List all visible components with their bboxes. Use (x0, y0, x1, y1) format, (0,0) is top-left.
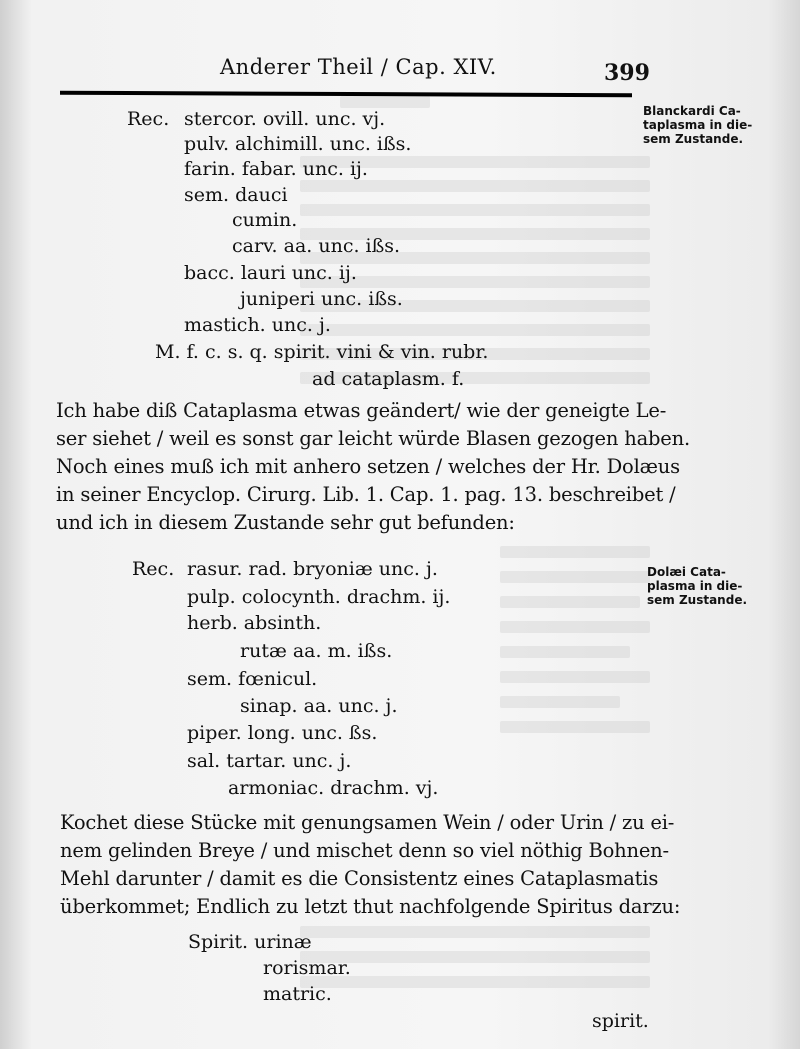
recipe1-line: mastich. unc. j. (184, 314, 331, 336)
paragraph1-line: Ich habe diß Cataplasma etwas geändert/ wie der geneigte Le- (56, 399, 667, 422)
recipe2-line: piper. long. unc. ßs. (187, 722, 378, 744)
recipe2-rec-label: Rec. (132, 558, 175, 580)
running-title: Anderer Theil / Cap. XIV. (220, 55, 497, 79)
margin-note-line: sem Zustande. (643, 132, 744, 146)
spirits-line: Spirit. urinæ (188, 931, 312, 953)
recipe2-line: sal. tartar. unc. j. (187, 750, 352, 772)
recipe1-line: pulv. alchimill. unc. ißs. (184, 133, 412, 155)
margin-note-blanckardi (643, 104, 752, 146)
recipe1-line: juniperi unc. ißs. (240, 288, 403, 310)
recipe1-line: M. f. c. s. q. spirit. vini & vin. rubr. (155, 341, 489, 363)
recipe2-line: herb. absinth. (187, 612, 322, 634)
paragraph1-line: in seiner Encyclop. Cirurg. Lib. 1. Cap. 1. pag. 13. beschreibet / (56, 483, 676, 506)
recipe1-line: stercor. ovill. unc. vj. (184, 108, 386, 130)
paragraph2-line: überkommet; Endlich zu letzt thut nachfolgende Spiritus darzu: (60, 895, 681, 918)
paragraph1-line: Noch eines muß ich mit anhero setzen / welches der Hr. Dolæus (56, 455, 680, 478)
recipe1-line: bacc. lauri unc. ij. (184, 262, 357, 284)
paragraph1-line: und ich in diesem Zustande sehr gut befunden: (56, 511, 515, 534)
margin-note-line: plasma in die- (647, 579, 743, 593)
margin-note-line: Dolæi Cata- (647, 565, 726, 579)
recipe2-line: armoniac. drachm. vj. (228, 777, 439, 799)
recipe1-line: ad cataplasm. f. (312, 368, 465, 390)
recipe2-line: rasur. rad. bryoniæ unc. j. (187, 558, 438, 580)
recipe2-line: sem. fœnicul. (187, 668, 318, 690)
paragraph2-line: nem gelinden Breye / und mischet denn so viel nöthig Bohnen- (60, 839, 669, 862)
paragraph2-line: Kochet diese Stücke mit genungsamen Wein / oder Urin / zu ei- (60, 811, 675, 834)
spirits-line: matric. (263, 983, 332, 1005)
recipe1-line: farin. fabar. unc. ij. (184, 158, 368, 180)
margin-note-line: taplasma in die- (643, 118, 753, 132)
recipe2-line: sinap. aa. unc. j. (240, 695, 398, 717)
recipe2-line: rutæ aa. m. ißs. (240, 640, 393, 662)
margin-note-dolaei (647, 565, 747, 607)
recipe1-line: sem. dauci (184, 184, 288, 206)
spirits-line: rorismar. (263, 957, 351, 979)
paragraph1-line: ser siehet / weil es sonst gar leicht würde Blasen gezogen haben. (56, 427, 690, 450)
recipe1-line: cumin. (232, 209, 298, 231)
recipe1-rec-label: Rec. (127, 108, 170, 130)
paragraph2-line: Mehl darunter / damit es die Consistentz eines Cataplasmatis (60, 867, 659, 890)
recipe2-line: pulp. colocynth. drachm. ij. (187, 586, 451, 608)
catchword: spirit. (592, 1010, 649, 1032)
recipe1-line: carv. aa. unc. ißs. (232, 235, 401, 257)
page-number: 399 (604, 60, 650, 86)
margin-note-line: Blanckardi Ca- (643, 104, 741, 118)
margin-note-line: sem Zustande. (647, 593, 748, 607)
